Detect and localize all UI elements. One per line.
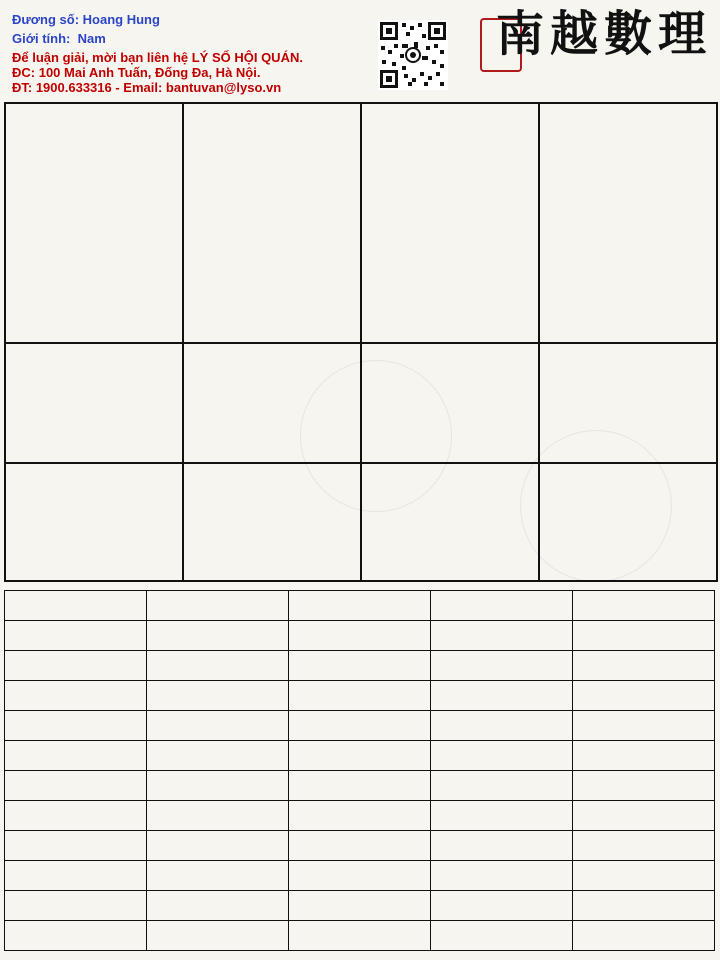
year-cell — [430, 920, 573, 951]
year-cell — [288, 650, 431, 681]
year-cell — [572, 890, 715, 921]
qr-code-icon — [378, 20, 448, 90]
year-cell — [288, 800, 431, 831]
year-cell — [146, 920, 289, 951]
year-cell — [146, 680, 289, 711]
pillar-cell — [4, 102, 184, 344]
year-cell — [572, 680, 715, 711]
owner-line: Đương số: Hoang Hung — [12, 12, 160, 27]
year-cell — [146, 770, 289, 801]
year-cell — [146, 620, 289, 651]
year-cell — [4, 920, 147, 951]
pillar-cell — [538, 102, 718, 344]
year-cell — [4, 890, 147, 921]
year-cell — [4, 740, 147, 771]
year-cell — [146, 710, 289, 741]
year-cell — [4, 770, 147, 801]
year-cell — [430, 860, 573, 891]
year-cell — [4, 680, 147, 711]
dai-van-cell — [360, 342, 540, 464]
year-cell — [572, 740, 715, 771]
year-cell — [572, 650, 715, 681]
year-cell — [4, 830, 147, 861]
year-cell — [146, 890, 289, 921]
year-cell — [430, 590, 573, 621]
year-cell — [146, 650, 289, 681]
year-cell — [288, 590, 431, 621]
year-cell — [288, 920, 431, 951]
year-cell — [146, 800, 289, 831]
gender-line: Giới tính: Nam — [12, 31, 106, 46]
year-cell — [572, 590, 715, 621]
year-cell — [430, 620, 573, 651]
year-cell — [572, 710, 715, 741]
year-cell — [430, 830, 573, 861]
year-cell — [572, 830, 715, 861]
year-cell — [4, 800, 147, 831]
contact-line-1: Để luận giải, mời bạn liên hệ LÝ SỐ HỘI QUÁN. — [12, 50, 303, 65]
year-cell — [288, 620, 431, 651]
year-cell — [4, 710, 147, 741]
year-cell — [288, 860, 431, 891]
year-cell — [288, 890, 431, 921]
year-cell — [4, 620, 147, 651]
year-cell — [4, 590, 147, 621]
year-cell — [430, 890, 573, 921]
year-cell — [430, 800, 573, 831]
year-cell — [430, 770, 573, 801]
year-cell — [430, 680, 573, 711]
dai-van-cell — [182, 462, 362, 582]
year-cell — [572, 860, 715, 891]
year-cell — [4, 650, 147, 681]
logo-text: 南越數理 — [496, 6, 713, 62]
year-cell — [572, 920, 715, 951]
year-cell — [4, 860, 147, 891]
year-cell — [430, 710, 573, 741]
year-cell — [430, 650, 573, 681]
year-cell — [288, 680, 431, 711]
year-cell — [288, 830, 431, 861]
year-cell — [146, 860, 289, 891]
pillar-cell — [182, 102, 362, 344]
year-cell — [288, 740, 431, 771]
year-cell — [288, 770, 431, 801]
dai-van-cell — [182, 342, 362, 464]
year-cell — [146, 590, 289, 621]
year-cell — [572, 770, 715, 801]
year-cell — [572, 620, 715, 651]
year-cell — [288, 710, 431, 741]
dai-van-cell — [538, 462, 718, 582]
year-cell — [430, 740, 573, 771]
year-cell — [146, 740, 289, 771]
year-cell — [146, 830, 289, 861]
dai-van-cell — [538, 342, 718, 464]
contact-line-2: ĐC: 100 Mai Anh Tuấn, Đống Đa, Hà Nội. — [12, 65, 261, 80]
dai-van-cell — [4, 462, 184, 582]
contact-line-3: ĐT: 1900.633316 - Email: bantuvan@lyso.vn — [12, 80, 282, 95]
dai-van-cell — [360, 462, 540, 582]
year-cell — [572, 800, 715, 831]
dai-van-cell — [4, 342, 184, 464]
pillar-cell — [360, 102, 540, 344]
